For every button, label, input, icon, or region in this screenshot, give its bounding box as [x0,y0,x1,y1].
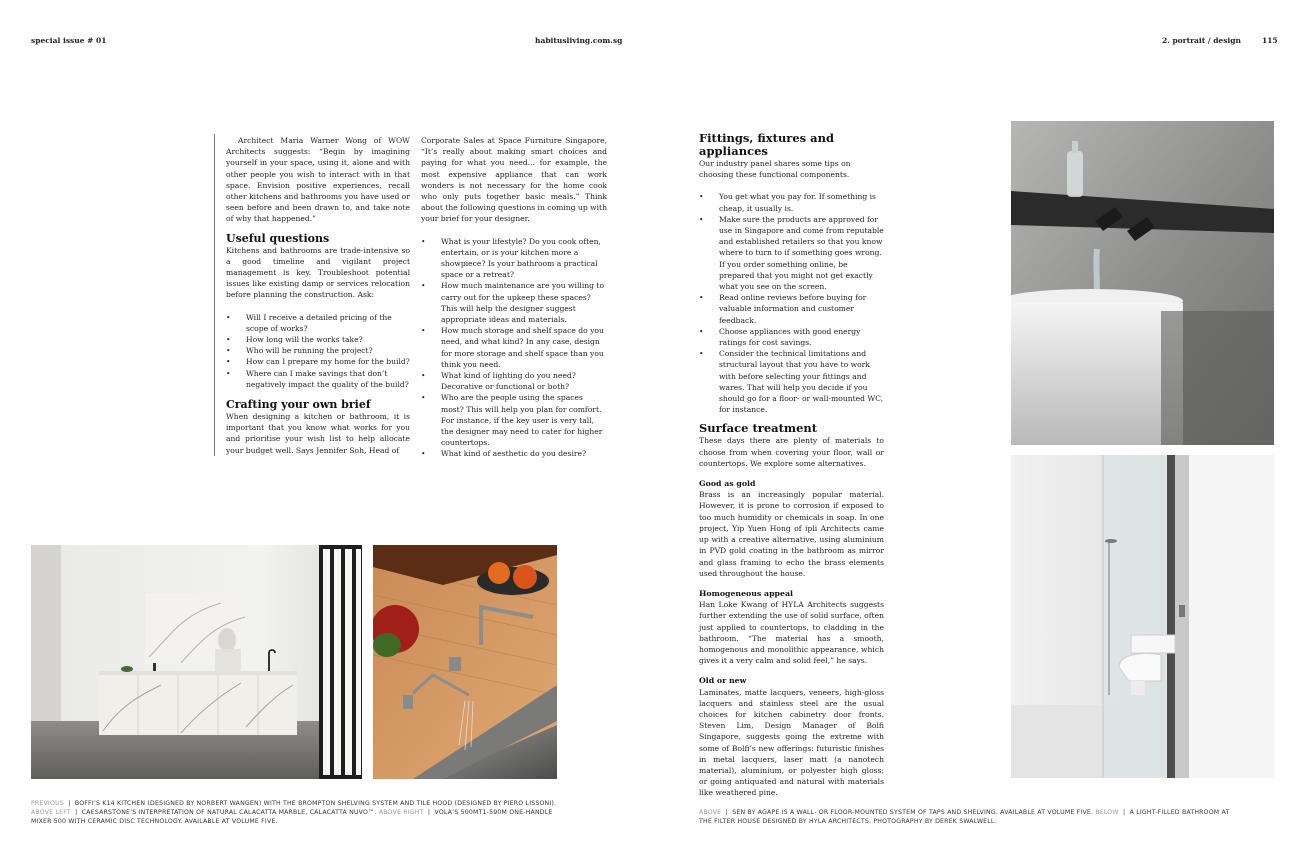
left-column-2 [421,135,607,460]
wall-taps-basin-photo [1011,121,1274,445]
brief-questions-list [421,236,607,460]
list-item: • How much maintenance are you willing to carry out for the upkeep these spaces? This will help the designer suggest appropriate ideas and materials. [421,280,607,325]
caption-text: A LIGHT-FILLED BATHROOM AT THE FILTER HOUSE DESIGNED BY HYLA ARCHITECTS. PHOTOGRAPHY BY DEREK SWALWELL. [699,809,1230,826]
crafting-brief-heading: Crafting your own brief [226,398,371,412]
caption-text: CAESARSTONE’S INTERPRETATION OF NATURAL CALACATTA MARBLE, CALACATTA NUVO™. [81,809,377,817]
left-column-1 [226,135,410,456]
list-item: • Who will be running the project? [226,345,410,356]
page-number: 115 [1262,36,1278,45]
list-item: • What kind of lighting do you need? Decorative or functional or both? [421,370,607,392]
useful-questions-heading: Useful questions [226,231,330,245]
list-item: • What kind of aesthetic do you desire? [421,448,607,459]
list-item: • What is your lifestyle? Do you cook often, entertain, or is your kitchen more a showpiece? Is your bathroom a practical space or a retreat? [421,236,607,281]
list-item: • Where can I make savings that don’t negatively impact the quality of the build? [226,368,410,390]
list-item: • Choose appliances with good energy ratings for cost savings. [699,326,884,348]
list-item: • Read online reviews before buying for valuable information and customer feedback. [699,292,884,326]
surface-heading: Surface treatment [699,421,818,436]
issue-label: special issue # 01 [31,36,107,45]
list-item: • How long will the works take? [226,334,410,345]
homogeneous-body: Han Loke Kwang of HYLA Architects suggests further extending the use of solid surface, often just applied to countertops, to cladding in the bathroom. “The material has a smooth, homogenous and monolithic appearance, which gives it a very calm and solid feel,” he says. [699,600,884,666]
list-item: • Will I receive a detailed pricing of the scope of works? [226,312,410,334]
useful-questions-body: Kitchens and bathrooms are trade-intensive so a good timeline and vigilant project management is key. Troubleshoot potential issues like existing damp or services relocation before planning the construction. Ask: [226,245,410,300]
list-item: • You get what you pay for. If something is cheap, it usually is. [699,191,884,213]
intro-paragraph: Architect Maria Warner Wong of WOW Architects suggests: “Begin by imagining yourself in your space, using it, alone and with other people you wish to interact with in that space. Envision positive experiences, recall other kitchens and bathrooms you have used or seen before and been drawn to, and take note of why that happened.” [226,136,410,224]
marble-kitchen-photo [31,545,362,779]
caption-label: PREVIOUS [31,800,64,807]
caption-label: ABOVE LEFT [31,809,71,817]
list-item: • Consider the technical limitations and structural layout that you have to work with before selecting your fittings and wares. That will help you decide if you should go for a floor- or wall-mounted WC, for instance. [699,348,884,415]
caption-text: VOLA’S 500MT1-590M ONE-HANDLE MIXER 500 WITH CERAMIC DISC TECHNOLOGY. AVAILABLE AT VOLUME FIVE. [31,809,553,826]
construction-questions-list [226,312,410,390]
list-item: • How can I prepare my home for the build? [226,356,410,367]
site-url[interactable]: habitusliving.com.sg [535,36,623,45]
old-new-body: Laminates, matte lacquers, veneers, high-gloss lacquers and stainless steel are the usual choices for kitchen cabinetry door fronts. Steven Lim, Design Manager of Bolfi Singapore, suggests going the extreme with some of Bolfi’s new offerings: futuristic finishes in metal lacquers, laser matt (a nanotech material), aluminium, or polyester high gloss; or going antiquated and natural with materials like weathered pine. [699,687,884,798]
section-label: 2. portrait / design [1162,36,1241,45]
list-item: • Who are the people using the spaces most? This will help you plan for comfort. For instance, if the key user is very tall, the designer may need to cater for higher countertops. [421,392,607,448]
fittings-intro: Our industry panel shares some tips on choosing these functional components. [699,159,851,180]
gold-heading: Good as gold [699,479,756,489]
caption-text: BOFFI’S K14 KITCHEN (DESIGNED BY NORBERT WANGEN) WITH THE BROMPTON SHELVING SYSTEM AND TILE HOOD (DESIGNED BY PIERO LISSONI). [74,800,557,807]
sink-mixer-photo [373,545,557,779]
column-rule [214,134,215,456]
right-column [699,132,884,799]
white-bathroom-photo [1011,455,1274,778]
caption-label: ABOVE RIGHT [378,809,424,817]
caption-label: ABOVE [699,809,722,816]
fittings-heading: Fittings, fixtures and appliances [699,131,835,158]
caption-label: BELOW [1095,809,1119,816]
old-new-heading: Old or new [699,676,747,686]
list-item: • Make sure the products are approved for use in Singapore and come from reputable and established retailers so that you know where to turn to if something goes wrong. If you order something online, be prepared that you might not get exactly what you see on the screen. [699,214,884,292]
caption-text: SEN BY AGAPE IS A WALL- OR FLOOR-MOUNTED SYSTEM OF TAPS AND SHELVING. AVAILABLE AT VOLUME FIVE. [732,809,1094,816]
brief-continued-paragraph: Corporate Sales at Space Furniture Singapore, “It’s really about making smart choices and paying for what you need... for example, the most expensive appliance that can work wonders is not necessary for the home cook who only puts together basic meals.” Think about the following questions in coming up with your brief for your designer. [421,136,607,224]
surface-intro: These days there are plenty of materials to choose from when covering your floor, wall or countertops. We explore some alternatives. [699,436,884,468]
right-caption: ABOVE | SEN BY AGAPE IS A WALL- OR FLOOR-MOUNTED SYSTEM OF TAPS AND SHELVING. AVAILABLE AT VOLUME FIVE. BELOW | A LIGHT-FILLED BATHROOM AT THE FILTER HOUSE DESIGNED BY HYLA ARCHITECTS. PHOTOGRAPHY BY DEREK SWALWELL. [699,809,1230,826]
fittings-tips-list [699,191,884,415]
left-caption: PREVIOUS | BOFFI’S K14 KITCHEN (DESIGNED BY NORBERT WANGEN) WITH THE BROMPTON SHELVING SYSTEM AND TILE HOOD (DESIGNED BY PIERO LISSONI). ABOVE LEFT | CAESARSTONE’S INTERPRETATION OF NATURAL CALACATTA MARBLE, CALACATTA NUVO™. ABOVE RIGHT | VOLA’S 500MT1-590M ONE-HANDLE MIXER 500 WITH CERAMIC DISC TECHNOLOGY. AVAILABLE AT VOLUME FIVE. [31,800,557,826]
homogeneous-heading: Homogeneous appeal [699,588,793,598]
crafting-brief-body: When designing a kitchen or bathroom, it is important that you know what works for you and prioritise your wish list to help allocate your budget well. Says Jennifer Soh, Head of [226,412,410,455]
list-item: • How much storage and shelf space do you need, and what kind? In any case, design for more storage and shelf space than you think you need. [421,325,607,370]
gold-body: Brass is an increasingly popular material. However, it is prone to corrosion if exposed to too much humidity or chemicals in soap. In one project, Yip Yuen Hong of ipli Architects came up with a creative alternative, using aluminium in PVD gold coating in the bathroom as mirror and glass framing to echo the brass elements used throughout the house. [699,490,884,578]
